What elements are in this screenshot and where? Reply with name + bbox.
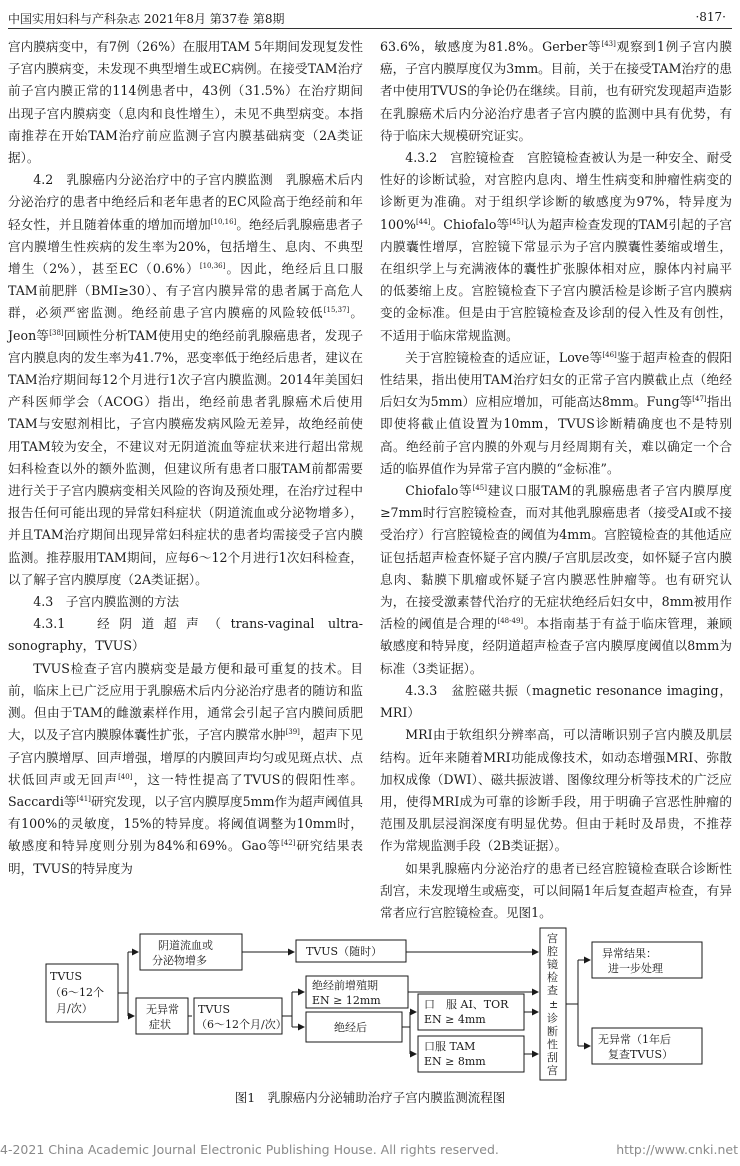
svg-text:TVUS: TVUS xyxy=(198,1003,231,1016)
citation: [10,36] xyxy=(199,262,226,271)
svg-text:腔: 腔 xyxy=(547,945,558,958)
citation: [38] xyxy=(49,328,64,337)
follow-up-paragraph: 如果乳腺癌内分泌治疗的患者已经宫腔镜检查联合诊断性刮宫，未发现增生或癌变，可以间隔1年后复查超声检查，有异常者应行宫腔镜检查。见图1。 xyxy=(380,860,732,920)
svg-text:异常结果：: 异常结果： xyxy=(602,947,657,960)
citation: [45] xyxy=(472,484,487,493)
svg-text:断: 断 xyxy=(547,1025,558,1038)
monitoring-flowchart xyxy=(8,924,732,1084)
svg-text:无异常: 无异常 xyxy=(146,1003,179,1016)
node-ai-tor xyxy=(418,994,524,1030)
node-hysteroscopy xyxy=(540,928,566,1080)
svg-text:症状: 症状 xyxy=(149,1018,171,1031)
cnki-link[interactable]: http://www.cnki.net xyxy=(616,1142,738,1157)
right-column xyxy=(380,36,732,924)
svg-text:±: ± xyxy=(549,998,559,1011)
svg-text:宫: 宫 xyxy=(547,932,558,945)
svg-text:宫: 宫 xyxy=(547,1064,558,1077)
citation: [43] xyxy=(601,40,616,48)
svg-text:进一步处理: 进一步处理 xyxy=(608,962,663,975)
svg-text:查: 查 xyxy=(547,984,558,997)
svg-text:镜: 镜 xyxy=(547,958,558,971)
node-normal-result xyxy=(592,1028,702,1064)
citation: [48-49] xyxy=(497,617,524,626)
svg-text:分泌物增多: 分泌物增多 xyxy=(152,954,207,967)
section-4-3-1-heading: 4.3.1 经阴道超声（trans-vaginal ultra-sonography，TVUS） xyxy=(8,616,363,654)
copyright-footer xyxy=(0,1140,740,1160)
tvus-paragraph: TVUS检查子宫内膜病变是最方便和最可重复的技术。目前，临床上已广泛应用于乳腺癌术后内分泌治疗患者的随访和监测。但由于TAM的雌激素样作用，通常会引起子宫内膜间质肥大，以及子宫内膜腺体囊性扩张，子宫内膜常水肿[39]，超声下见子宫内膜增厚、回声增强，增厚的内膜回声均匀或见斑点状、点状低回声或无回声[40]，这一特性提高了TVUS的假阳性率。Saccardi等[41]研究发现，以子宫内膜厚度5mm作为超声阈值具有100%的灵敏度，15%的特异度。将阈值调整为10mm时，敏感度和特异度则分别为84%和69%。Gao等[42]研究结果表明，TVUS的特异度为 xyxy=(8,660,364,876)
node-postmenopausal xyxy=(306,1012,402,1042)
svg-text:性: 性 xyxy=(547,1038,558,1051)
node-tvus-anytime xyxy=(296,940,406,962)
svg-text:EN ≥ 12mm: EN ≥ 12mm xyxy=(312,994,381,1007)
citation: [39] xyxy=(285,728,300,737)
svg-text:TVUS（随时）: TVUS（随时） xyxy=(306,945,383,958)
indication-paragraph: 关于宫腔镜检查的适应证，Love等[46]鉴于超声检查的假阳性结果，指出使用TAM治疗妇女的正常子宫内膜截止点（绝经后妇女为5mm）应相应增加，可能高达8mm。Fung等[47]指出即使将截止值设置为10mm，TVUS诊断精确度也不是特别高。绝经前子宫内膜的外观与月经周期有关，难以确定一个合适的临界值作为异常子宫内膜的“金标准”。 xyxy=(380,349,733,476)
citation: [15,37] xyxy=(323,306,350,315)
node-abnormal-result xyxy=(592,942,702,978)
header-rule xyxy=(8,28,732,29)
tvus-continued-paragraph: 63.6%，敏感度为81.8%。Gerber等[43]观察到1例子宫内膜癌，子宫内膜厚度仅为3mm。目前，关于在接受TAM治疗的患者中使用TVUS的争论仍在继续。目前，也有研究发现超声造影在乳腺癌术后内分泌治疗患者子宫内膜的监测中具有优势，有待于临床大规模研究证实。 xyxy=(380,39,733,143)
citation: [47] xyxy=(692,395,707,404)
flowchart-svg xyxy=(8,924,732,1084)
section-4-2-paragraph: 4.2 乳腺癌内分泌治疗中的子宫内膜监测 乳腺癌术后内分泌治疗的患者中绝经后和老年患者的EC风险高于绝经前和年轻女性，并且随着体重的增加而增加[10,16]。绝经后乳腺癌患者子宫内膜增生性疾病的发生率为20%，包括增生、息肉、不典型增生（2%），甚至EC（0.6%）[10,36]。因此，绝经后且口服TAM前肥胖（BMI≥30）、有子宫内膜异常的患者属于高危人群，必须严密监测。绝经前患子宫内膜癌的风险较低[15,37]。Jeon等[38]回顾性分析TAM使用史的绝经前乳腺癌患者，发现子宫内膜息肉的发生率为41.7%，恶变率低于绝经后患者，建议在TAM治疗期间每12个月进行1次子宫内膜监测。2014年美国妇产科医师学会（ACOG）指出，绝经前患者乳腺癌术后使用TAM与安慰剂相比，子宫内膜癌发病风险无差异，故绝经前使用TAM较为安全，不建议对无阴道流血等症状来进行超出常规妇科检查以外的额外监测，但建议所有患者口服TAM前都需要进行关于子宫内膜病变相关风险的咨询及预处理，在治疗过程中报告任何可能出现的异常妇科症状（阴道流血或分泌物增多），并且TAM治疗期间出现异常妇科症状的患者均需接受子宫内膜监测。推荐服用TAM期间，应每6～12个月进行1次妇科检查，以了解子宫内膜厚度（2A类证据）。 xyxy=(8,172,364,587)
chiofalo-paragraph: Chiofalo等[45]建议口服TAM的乳腺癌患者子宫内膜厚度≥7mm时行宫腔镜检查，而对其他乳腺癌患者（接受AI或不接受治疗）行宫腔镜检查的阈值为4mm。宫腔镜检查的其他适应证包括超声检查怀疑子宫内膜/子宫肌层改变，如怀疑子宫内膜息肉、黏膜下肌瘤或怀疑子宫内膜恶性肿瘤等。也有研究认为，在接受激素替代治疗的无症状绝经后妇女中，8mm被用作活检的阈值是合理的[48-49]。本指南基于有益于临床管理，兼顾敏感度和特异度，经阴道超声检查子宫内膜厚度阈值以8mm为标准（3类证据）。 xyxy=(380,483,733,676)
citation: [42] xyxy=(281,839,296,848)
mri-paragraph: MRI由于软组织分辨率高，可以清晰识别子宫内膜及肌层结构。近年来随着MRI功能成像技术，如动态增强MRI、弥散加权成像（DWI）、磁共振波谱、图像纹理分析等技术的广泛应用，使得MRI成为可靠的诊断手段，用于明确子宫恶性肿瘤的范围及肌层浸润深度有明显优势。但由于耗时及昂贵，不推荐作为常规监测手段（2B类证据）。 xyxy=(380,727,732,854)
svg-text:（6～12个: （6～12个 xyxy=(50,986,104,999)
svg-text:口服 TAM: 口服 TAM xyxy=(424,1040,476,1053)
node-no-abnormal-symptoms xyxy=(136,998,188,1034)
citation: [46] xyxy=(602,350,617,359)
left-column xyxy=(8,36,363,880)
svg-text:月/次）: 月/次） xyxy=(56,1002,93,1015)
copyright-text: 4-2021 China Academic Journal Electronic Publishing House. All rights reserved. xyxy=(0,1142,499,1157)
section-4-3-heading: 4.3 子宫内膜监测的方法 xyxy=(33,594,180,610)
citation: [45] xyxy=(509,217,524,226)
section-4-3-3-heading: 4.3.3 盆腔磁共振（magnetic resonance imaging，MRI） xyxy=(380,682,732,721)
citation: [10,16] xyxy=(210,217,237,226)
journal-title: 中国实用妇科与产科杂志 2021年8月 第37卷 第8期 xyxy=(8,12,285,26)
svg-text:诊: 诊 xyxy=(547,1012,558,1025)
section-4-3-2-paragraph: 4.3.2 宫腔镜检查 宫腔镜检查被认为是一种安全、耐受性好的诊断试验，对宫腔内息肉、增生性病变和肿瘤性病变的诊断更为准确。对于组织学诊断的敏感度为97%，特异度为100%[44]。Chiofalo等[45]认为超声检查发现的TAM引起的子宫内膜囊性增厚，宫腔镜下常显示为子宫内膜囊性萎缩或增生，在组织学上与充满液体的囊性扩张腺体相对应，腺体内衬扁平的低萎缩上皮。宫腔镜检查下子宫内膜活检是诊断子宫内膜病变的金标准。但是由于宫腔镜检查及诊刮的侵入性及有创性，不适用于临床常规监测。 xyxy=(380,150,732,343)
svg-text:绝经后: 绝经后 xyxy=(334,1021,367,1034)
svg-text:EN ≥ 4mm: EN ≥ 4mm xyxy=(424,1013,486,1026)
node-premenopausal xyxy=(306,976,408,1008)
paragraph-tam-results: 宫内膜病变中，有7例（26%）在服用TAM 5年期间发现复发性子宫内膜病变，未发现不典型增生或EC病例。在接受TAM治疗前子宫内膜正常的114例患者中，43例（31.5%）在治疗期间出现子宫内膜病变（息肉和良性增生），未见不典型病变。本指南推荐在开始TAM治疗前应监测子宫内膜基础病变（2A类证据）。 xyxy=(8,39,363,166)
svg-text:EN ≥ 8mm: EN ≥ 8mm xyxy=(424,1055,486,1068)
node-vaginal-bleeding xyxy=(140,934,242,970)
svg-text:阴道流血或: 阴道流血或 xyxy=(158,939,213,952)
svg-text:TVUS: TVUS xyxy=(50,970,83,983)
running-header xyxy=(8,6,730,28)
node-tvus-periodic xyxy=(194,998,287,1034)
svg-text:口 服 AI、TOR: 口 服 AI、TOR xyxy=(424,998,509,1011)
svg-text:无异常（1年后: 无异常（1年后 xyxy=(598,1033,671,1046)
svg-text:复查TVUS）: 复查TVUS） xyxy=(608,1048,674,1061)
citation: [44] xyxy=(416,217,431,226)
page-number: ·817· xyxy=(695,10,726,24)
node-tvus-start xyxy=(46,964,118,1022)
svg-text:刮: 刮 xyxy=(547,1051,558,1064)
figure-caption: 图1 乳腺癌内分泌辅助治疗子宫内膜监测流程图 xyxy=(234,1090,506,1105)
citation: [41] xyxy=(76,794,91,803)
node-oral-tam xyxy=(418,1036,524,1072)
citation: [40] xyxy=(118,772,133,781)
svg-text:（6～12个月/次）: （6～12个月/次） xyxy=(196,1018,287,1031)
svg-text:检: 检 xyxy=(547,971,558,984)
svg-text:绝经前增殖期: 绝经前增殖期 xyxy=(312,979,378,992)
